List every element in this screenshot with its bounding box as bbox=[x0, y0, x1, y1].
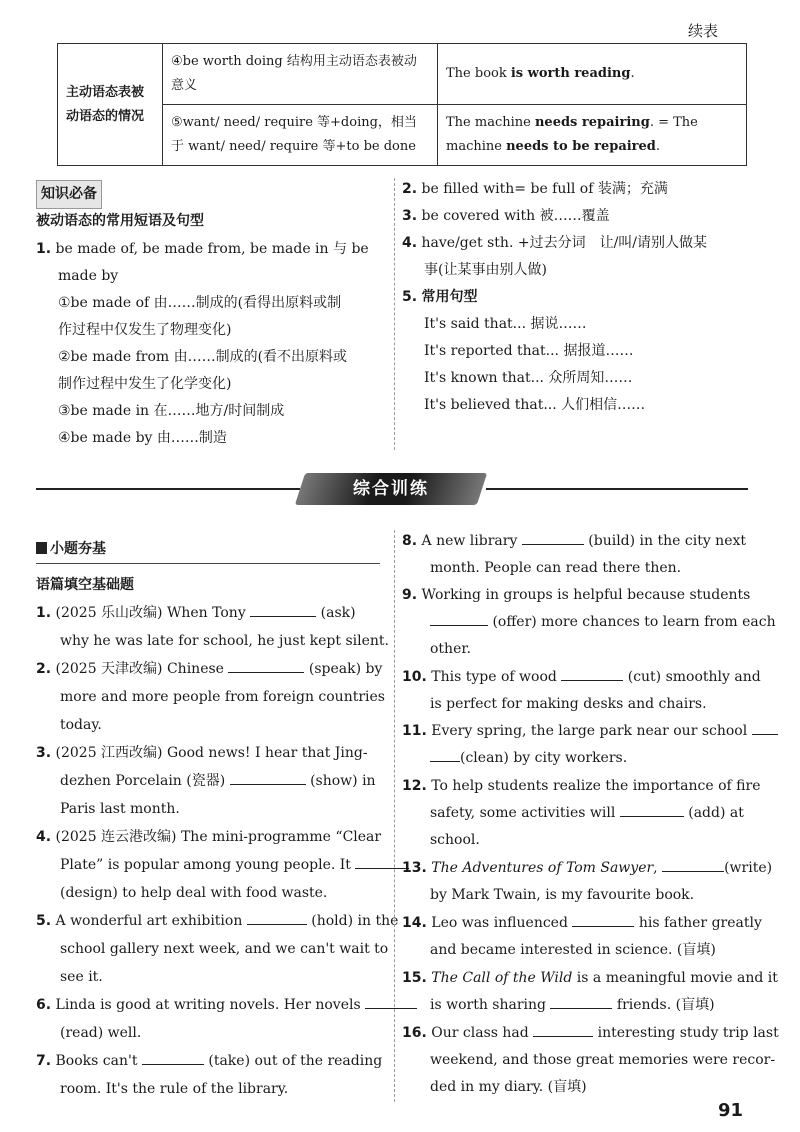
answer-blank[interactable] bbox=[662, 857, 724, 872]
book-icon bbox=[36, 542, 47, 554]
table-rule: ④be worth doing 结构用主动语态表被动意义 bbox=[163, 44, 438, 105]
answer-blank[interactable] bbox=[620, 802, 684, 817]
answer-blank[interactable] bbox=[752, 720, 778, 735]
answer-blank[interactable] bbox=[247, 910, 307, 925]
answer-blank[interactable] bbox=[142, 1050, 204, 1065]
table-example: The book is worth reading. bbox=[438, 44, 747, 105]
column-divider bbox=[394, 178, 395, 450]
table-rule: ⑤want/ need/ require 等+doing，相当于 want/ need/ require 等+to be done bbox=[163, 105, 438, 166]
answer-blank[interactable] bbox=[533, 1022, 593, 1037]
answer-blank[interactable] bbox=[230, 770, 306, 785]
table-example: The machine needs repairing. = The machine needs to be repaired. bbox=[438, 105, 747, 166]
continued-label: 续表 bbox=[688, 22, 719, 40]
banner-rule-right bbox=[486, 488, 748, 490]
knowledge-heading: 被动语态的常用短语及句型 bbox=[36, 213, 204, 229]
answer-blank[interactable] bbox=[430, 611, 488, 626]
knowledge-tag: 知识必备 bbox=[36, 180, 102, 209]
page-number: 91 bbox=[718, 1100, 744, 1121]
answer-blank[interactable] bbox=[522, 530, 584, 545]
answer-blank[interactable] bbox=[572, 912, 634, 927]
answer-blank[interactable] bbox=[250, 602, 316, 617]
answer-blank[interactable] bbox=[561, 666, 623, 681]
exercises-right: 8. A new library (build) in the city next month. People can read there then. 9. Working in groups is helpful because students (offer) more chances to learn from each other. 10. This type of wood (cut) smoothly and is perfect for making desks and chairs. 11. Every spring, the large park near our school (clean) by city workers. 12. To help students realize the importance of fire safety, some activities will (add) at school. 13. The Adventures of Tom Sawyer, (write) by Mark Twain, is my favourite book. 14. Leo was influenced his father greatly and became interested in science. (盲填) 15. The Call of the Wild is a meaningful movie and it is worth sharing friends. (盲填) 16. Our class had interesting study trip last weekend, and those great memories were recor- ded in my diary. (盲填) bbox=[402, 528, 752, 1108]
section-title: 小题夯基 bbox=[36, 536, 380, 564]
exercise-column-divider bbox=[394, 530, 395, 1102]
knowledge-left: 知识必备 被动语态的常用短语及句型 1. be made of, be made from, be made in 与 be made by ①be made of 由……制成的(看得出原料或制 作过程中仅发生了物理变化) ②be made from 由……制成的(看不出原料或 制作过程中发生了化学变化) ③be made in 在……地方/时间制成 ④be made by 由……制造 bbox=[36, 180, 386, 460]
exercises-left: 小题夯基 语篇填空基础题 1. (2025 乐山改编) When Tony (ask) why he was late for school, he just kept silent. 2. (2025 天津改编) Chinese (speak) by more and more people from foreign countries today. 3. (2025 江西改编) Good news! I hear that Jing- dezhen Porcelain (瓷器) (show) in Paris last month. 4. (2025 连云港改编) The mini-programme “Clear Plate” is popular among young people. It (design) to help deal with food waste. 5. A wonderful art exhibition (hold) in the school gallery next week, and we can't wait to see it. 6. Linda is good at writing novels. Her novels (read) well. 7. Books can't (take) out of the reading room. It's the rule of the library. bbox=[36, 536, 386, 1106]
answer-blank[interactable] bbox=[228, 658, 304, 673]
answer-blank-continued bbox=[430, 747, 460, 762]
table-row-label: 主动语态表被动语态的情况 bbox=[58, 44, 163, 166]
answer-blank[interactable] bbox=[550, 994, 612, 1009]
subsection-title: 语篇填空基础题 bbox=[36, 577, 134, 593]
banner-title: 综合训练 bbox=[353, 479, 429, 499]
knowledge-right: 2. be filled with= be full of 装满；充满 3. be covered with 被……覆盖 4. have/get sth. +过去分词 让/叫/请别人做某 事(让某事由别人做) 5. 常用句型 It's said that... 据说…… It's reported that... 据报道…… It's known that... 众所周知…… It's believed that... 人们相信…… bbox=[402, 181, 708, 413]
banner-rule-left bbox=[36, 488, 300, 490]
grammar-table bbox=[57, 43, 747, 166]
